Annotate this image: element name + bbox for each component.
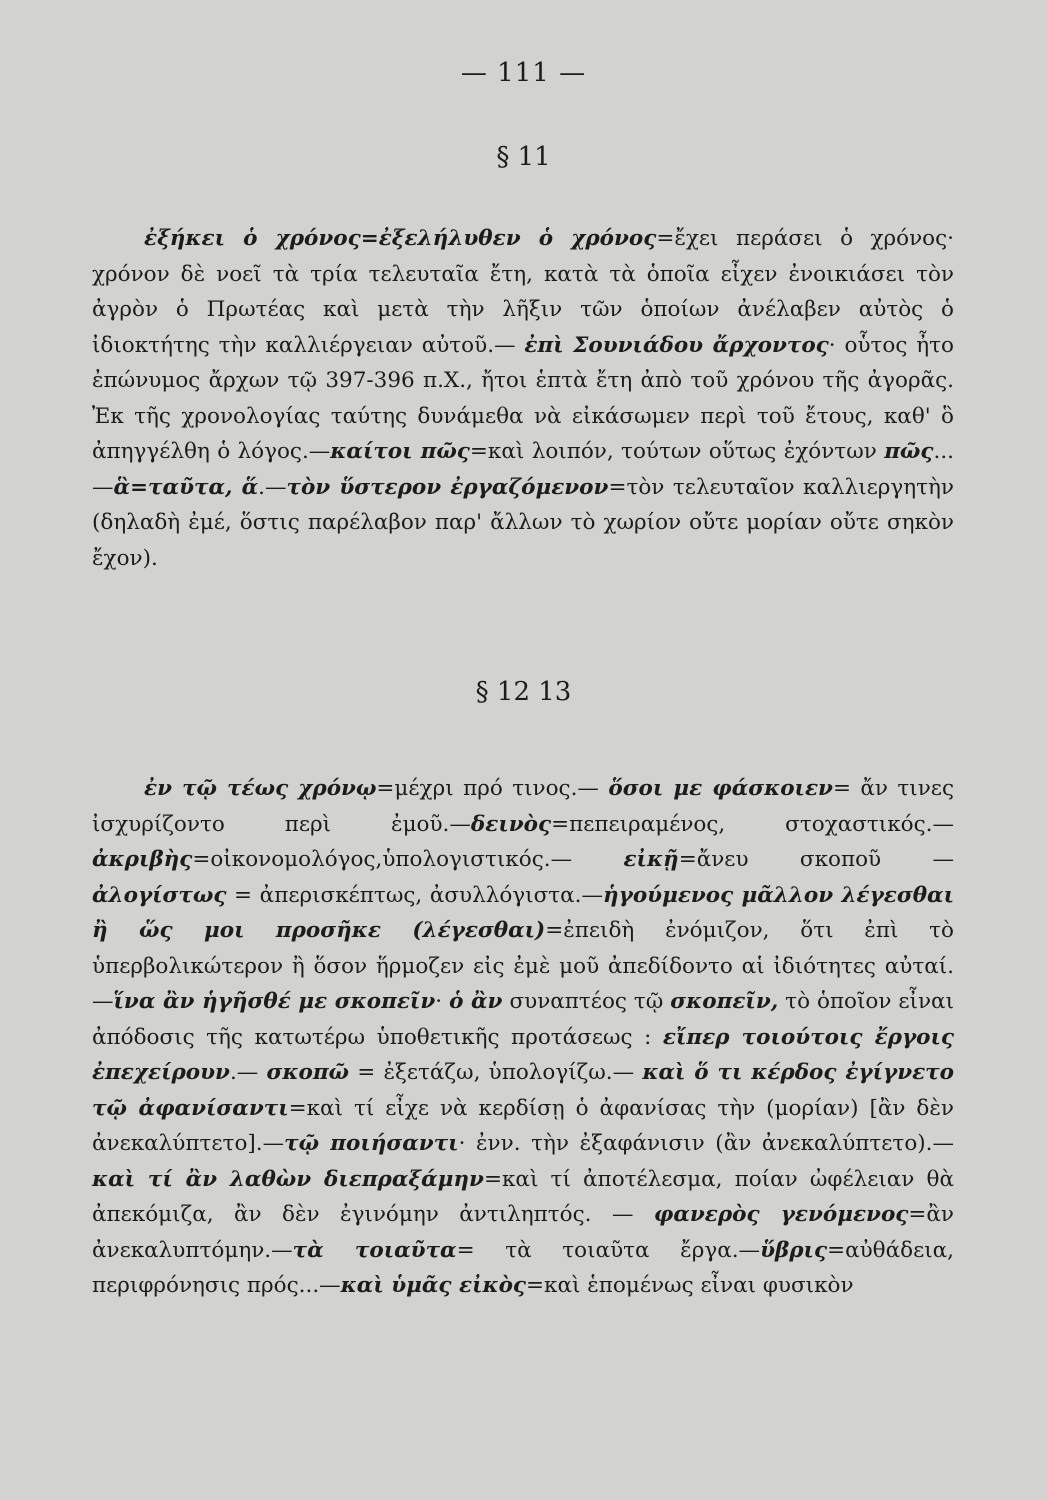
lemma: ὁ ἂν bbox=[449, 989, 503, 1014]
commentary-section-12-13 bbox=[92, 771, 954, 1304]
gloss-text: συναπτέος τῷ bbox=[502, 989, 671, 1014]
lemma: ἀκριβὴς bbox=[92, 847, 193, 872]
gloss-text: =ἔχει περάσει ὁ χρόνος· χρόνον δὲ νοεῖ τὰ τρία τελευταῖα ἔτη, κατὰ τὰ ὁποῖα εἶχεν ἐνοικιάσει τὸν ἀγρὸν ὁ Πρωτέας καὶ μετὰ τὴν λῆξιν τῶν ὁποίων ἀνέλαβεν αὐτὸς ὁ ἰδιοκτήτης τὴν καλλιέργειαν αὐτοῦ.— bbox=[92, 226, 954, 358]
section-heading-12-13: § 12 13 bbox=[475, 677, 572, 707]
gloss-text: = τὰ τοιαῦτα ἔργα.— bbox=[456, 1237, 761, 1263]
lemma: καίτοι πῶς bbox=[330, 439, 470, 464]
gloss-text: =ἂν ἀνεκαλυπτόμην.— bbox=[92, 1202, 954, 1263]
gloss-text: =πεπειραμένος, στοχαστικός.— bbox=[551, 811, 954, 837]
lemma: πῶς bbox=[884, 439, 934, 464]
gloss-text: =τὸν τελευταῖον καλλιεργητὴν (δηλαδὴ ἐμέ, ὅστις παρέλαβον παρ' ἄλλων τὸ χωρίον οὔτε μορίαν οὔτε σηκὸν ἔχον). bbox=[92, 474, 955, 571]
lemma: σκοπῶ bbox=[266, 1060, 350, 1085]
gloss-text: =αὐθάδεια, περιφρόνησις πρός...— bbox=[92, 1237, 954, 1298]
commentary-section-11 bbox=[92, 221, 954, 576]
page-number: — 111 — bbox=[460, 58, 587, 88]
commentary-paragraph bbox=[92, 771, 954, 1304]
gloss-text: =μέχρι πρό τινος.— bbox=[376, 776, 609, 801]
lemma: ἡγούμενος μᾶλλον λέγεσθαι ἢ ὥς μοι προσῆκε (λέγεσθαι) bbox=[92, 882, 954, 943]
gloss-text: .— bbox=[229, 1060, 267, 1085]
lemma: ὅσοι με φάσκοιεν bbox=[608, 776, 833, 801]
lemma: ἐξήκει ὁ χρόνος=ἐξελήλυθεν ὁ χρόνος bbox=[144, 226, 657, 251]
lemma: εἴπερ τοιούτοις ἔργοις ἐπεχείρουν bbox=[92, 1024, 954, 1085]
gloss-text: · οὗτος ἦτο ἐπώνυμος ἄρχων τῷ 397-396 π.Χ., ἤτοι ἑπτὰ ἔτη ἀπὸ τοῦ χρόνου τῆς ἀγορᾶς. Ἐκ τῆς χρονολογίας ταύτης δυνάμεθα νὰ εἰκάσωμεν περὶ τοῦ ἔτους, καθ' ὃ ἀπηγγέλθη ὁ λόγος.— bbox=[92, 332, 954, 464]
gloss-text: = ἄν τινες ἰσχυρίζοντο περὶ ἐμοῦ.— bbox=[92, 776, 954, 837]
lemma: ὕβρις bbox=[760, 1237, 828, 1263]
gloss-text: · bbox=[435, 989, 450, 1014]
gloss-text: =καὶ τί εἶχε νὰ κερδίσῃ ὁ ἀφανίσας τὴν (μορίαν) [ἂν δὲν ἀνεκαλύπτετο].— bbox=[92, 1095, 954, 1156]
lemma: καὶ ὅ τι κέρδος ἐγίγνετο τῷ ἀφανίσαντι bbox=[92, 1060, 954, 1121]
gloss-text: · ἐνν. τὴν ἐξαφάνισιν (ἂν ἀνεκαλύπτετο).— bbox=[458, 1131, 954, 1156]
lemma: τῷ ποιήσαντι bbox=[284, 1131, 459, 1156]
gloss-text: ...— bbox=[92, 439, 955, 500]
gloss-text: =οἰκονομολόγος,ὑπολογιστικός.— bbox=[192, 847, 624, 872]
gloss-text: =ἐπειδὴ ἐνόμιζον, ὅτι ἐπὶ τὸ ὑπερβολικώτερον ἢ ὅσον ἥρμοζεν εἰς ἐμὲ μοῦ ἀπεδίδοντο αἱ ἰδιότητες αὐταί.— bbox=[92, 918, 954, 1014]
lemma: τὸν ὕστερον ἐργαζόμενον bbox=[286, 474, 609, 500]
lemma: ἵνα ἂν ἡγῆσθέ με σκοπεῖν bbox=[113, 989, 436, 1014]
lemma: σκοπεῖν, bbox=[670, 989, 779, 1014]
lemma: εἰκῇ bbox=[623, 847, 679, 872]
lemma: ἀλογίστως bbox=[92, 882, 227, 908]
lemma: καὶ ὑμᾶς εἰκὸς bbox=[340, 1273, 527, 1298]
lemma: ἐπὶ Σουνιάδου ἄρχοντος bbox=[524, 332, 829, 358]
gloss-text: = ἀπερισκέπτως, ἀσυλλόγιστα.— bbox=[226, 882, 603, 908]
gloss-text: =καὶ λοιπόν, τούτων οὕτως ἐχόντων bbox=[469, 439, 885, 464]
lemma: δεινὸς bbox=[470, 811, 552, 837]
gloss-text: =καὶ ἑπομένως εἶναι φυσικὸν bbox=[526, 1273, 854, 1298]
lemma: τὰ τοιαῦτα bbox=[292, 1237, 457, 1263]
commentary-paragraph bbox=[92, 221, 954, 576]
lemma: ἐν τῷ τέως χρόνῳ bbox=[144, 776, 377, 801]
gloss-text: = ἐξετάζω, ὑπολογίζω.— bbox=[349, 1060, 643, 1085]
gloss-text: =καὶ τί ἀποτέλεσμα, ποίαν ὠφέλειαν θὰ ἀπεκόμιζα, ἂν δὲν ἐγινόμην ἀντιληπτός. — bbox=[92, 1166, 954, 1227]
gloss-text: τὸ ὁποῖον εἶναι ἀπόδοσις τῆς κατωτέρω ὑποθετικῆς προτάσεως : bbox=[92, 989, 954, 1050]
lemma: φανερὸς γενόμενος bbox=[653, 1202, 909, 1227]
lemma: καὶ τί ἂν λαθὼν διεπραξάμην bbox=[92, 1166, 484, 1192]
gloss-text: .— bbox=[258, 474, 287, 500]
section-heading-11: § 11 bbox=[496, 142, 551, 172]
gloss-text: =ἄνευ σκοποῦ — bbox=[678, 847, 955, 872]
lemma: ἃ=ταῦτα, ἅ bbox=[113, 474, 259, 500]
